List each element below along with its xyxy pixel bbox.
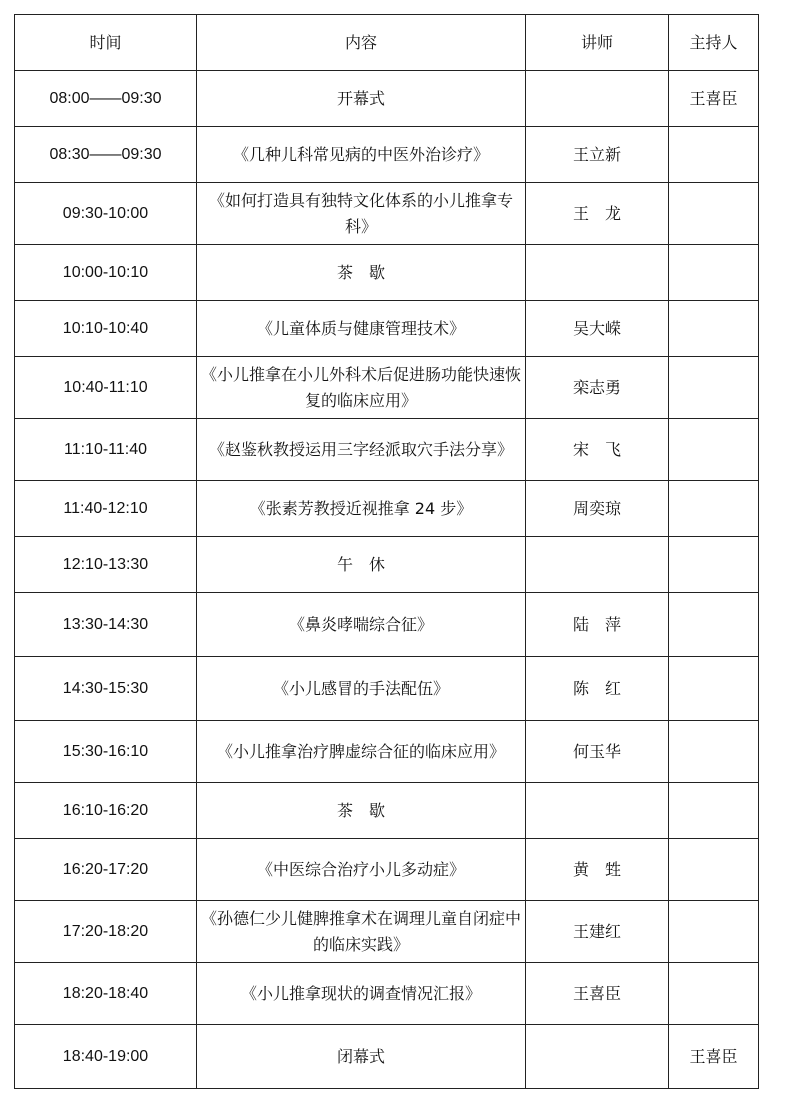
time-cell: 09:30-10:00 bbox=[15, 183, 197, 245]
table-row bbox=[15, 839, 759, 901]
time-cell: 10:40-11:10 bbox=[15, 357, 197, 419]
content-cell: 《小儿推拿治疗脾虚综合征的临床应用》 bbox=[197, 721, 526, 783]
table-row bbox=[15, 127, 759, 183]
time-cell: 08:30——09:30 bbox=[15, 127, 197, 183]
table-row bbox=[15, 71, 759, 127]
time-cell: 16:10-16:20 bbox=[15, 783, 197, 839]
content-cell: 《儿童体质与健康管理技术》 bbox=[197, 301, 526, 357]
time-cell: 18:20-18:40 bbox=[15, 963, 197, 1025]
content-cell: 闭幕式 bbox=[197, 1025, 526, 1089]
time-cell: 08:00——09:30 bbox=[15, 71, 197, 127]
table-row bbox=[15, 183, 759, 245]
schedule-table bbox=[14, 14, 759, 1089]
speaker-cell bbox=[526, 537, 669, 593]
speaker-cell: 栾志勇 bbox=[526, 357, 669, 419]
host-cell bbox=[669, 481, 759, 537]
host-cell bbox=[669, 245, 759, 301]
speaker-cell: 陆 萍 bbox=[526, 593, 669, 657]
table-row bbox=[15, 721, 759, 783]
speaker-cell: 王建红 bbox=[526, 901, 669, 963]
host-cell bbox=[669, 537, 759, 593]
speaker-cell bbox=[526, 783, 669, 839]
header-content: 内容 bbox=[197, 15, 526, 71]
time-cell: 18:40-19:00 bbox=[15, 1025, 197, 1089]
content-cell: 茶 歇 bbox=[197, 783, 526, 839]
host-cell bbox=[669, 657, 759, 721]
host-cell bbox=[669, 721, 759, 783]
time-cell: 12:10-13:30 bbox=[15, 537, 197, 593]
speaker-cell: 黄 甡 bbox=[526, 839, 669, 901]
content-cell: 《中医综合治疗小儿多动症》 bbox=[197, 839, 526, 901]
content-cell: 《赵鉴秋教授运用三字经派取穴手法分享》 bbox=[197, 419, 526, 481]
speaker-cell: 吴大嵘 bbox=[526, 301, 669, 357]
speaker-cell: 宋 飞 bbox=[526, 419, 669, 481]
content-cell: 《张素芳教授近视推拿 24 步》 bbox=[197, 481, 526, 537]
content-cell: 午 休 bbox=[197, 537, 526, 593]
speaker-cell bbox=[526, 71, 669, 127]
table-row bbox=[15, 357, 759, 419]
host-cell bbox=[669, 593, 759, 657]
speaker-cell: 何玉华 bbox=[526, 721, 669, 783]
table-row bbox=[15, 657, 759, 721]
speaker-cell: 王 龙 bbox=[526, 183, 669, 245]
host-cell bbox=[669, 183, 759, 245]
host-cell bbox=[669, 357, 759, 419]
host-cell bbox=[669, 301, 759, 357]
content-cell: 《小儿推拿在小儿外科术后促进肠功能快速恢复的临床应用》 bbox=[197, 357, 526, 419]
speaker-cell bbox=[526, 1025, 669, 1089]
host-cell bbox=[669, 783, 759, 839]
time-cell: 10:10-10:40 bbox=[15, 301, 197, 357]
table-row bbox=[15, 901, 759, 963]
content-cell: 《孙德仁少儿健脾推拿术在调理儿童自闭症中的临床实践》 bbox=[197, 901, 526, 963]
time-cell: 13:30-14:30 bbox=[15, 593, 197, 657]
host-cell bbox=[669, 839, 759, 901]
content-cell: 茶 歇 bbox=[197, 245, 526, 301]
table-row bbox=[15, 245, 759, 301]
speaker-cell: 陈 红 bbox=[526, 657, 669, 721]
speaker-cell: 周奕琼 bbox=[526, 481, 669, 537]
table-row bbox=[15, 783, 759, 839]
time-cell: 10:00-10:10 bbox=[15, 245, 197, 301]
header-speaker: 讲师 bbox=[526, 15, 669, 71]
table-row bbox=[15, 481, 759, 537]
time-cell: 14:30-15:30 bbox=[15, 657, 197, 721]
host-cell bbox=[669, 901, 759, 963]
time-cell: 17:20-18:20 bbox=[15, 901, 197, 963]
time-cell: 16:20-17:20 bbox=[15, 839, 197, 901]
content-cell: 《小儿感冒的手法配伍》 bbox=[197, 657, 526, 721]
time-cell: 11:40-12:10 bbox=[15, 481, 197, 537]
host-cell bbox=[669, 419, 759, 481]
header-row bbox=[15, 15, 759, 71]
time-cell: 11:10-11:40 bbox=[15, 419, 197, 481]
speaker-cell bbox=[526, 245, 669, 301]
speaker-cell: 王立新 bbox=[526, 127, 669, 183]
content-cell: 《鼻炎哮喘综合征》 bbox=[197, 593, 526, 657]
speaker-cell: 王喜臣 bbox=[526, 963, 669, 1025]
content-cell: 开幕式 bbox=[197, 71, 526, 127]
content-cell: 《小儿推拿现状的调查情况汇报》 bbox=[197, 963, 526, 1025]
content-cell: 《如何打造具有独特文化体系的小儿推拿专科》 bbox=[197, 183, 526, 245]
table-row bbox=[15, 593, 759, 657]
table-row bbox=[15, 419, 759, 481]
host-cell: 王喜臣 bbox=[669, 1025, 759, 1089]
table-row bbox=[15, 1025, 759, 1089]
time-cell: 15:30-16:10 bbox=[15, 721, 197, 783]
host-cell: 王喜臣 bbox=[669, 71, 759, 127]
table-row bbox=[15, 301, 759, 357]
header-time: 时间 bbox=[15, 15, 197, 71]
host-cell bbox=[669, 963, 759, 1025]
header-host: 主持人 bbox=[669, 15, 759, 71]
table-row bbox=[15, 537, 759, 593]
table-row bbox=[15, 963, 759, 1025]
host-cell bbox=[669, 127, 759, 183]
content-cell: 《几种儿科常见病的中医外治诊疗》 bbox=[197, 127, 526, 183]
